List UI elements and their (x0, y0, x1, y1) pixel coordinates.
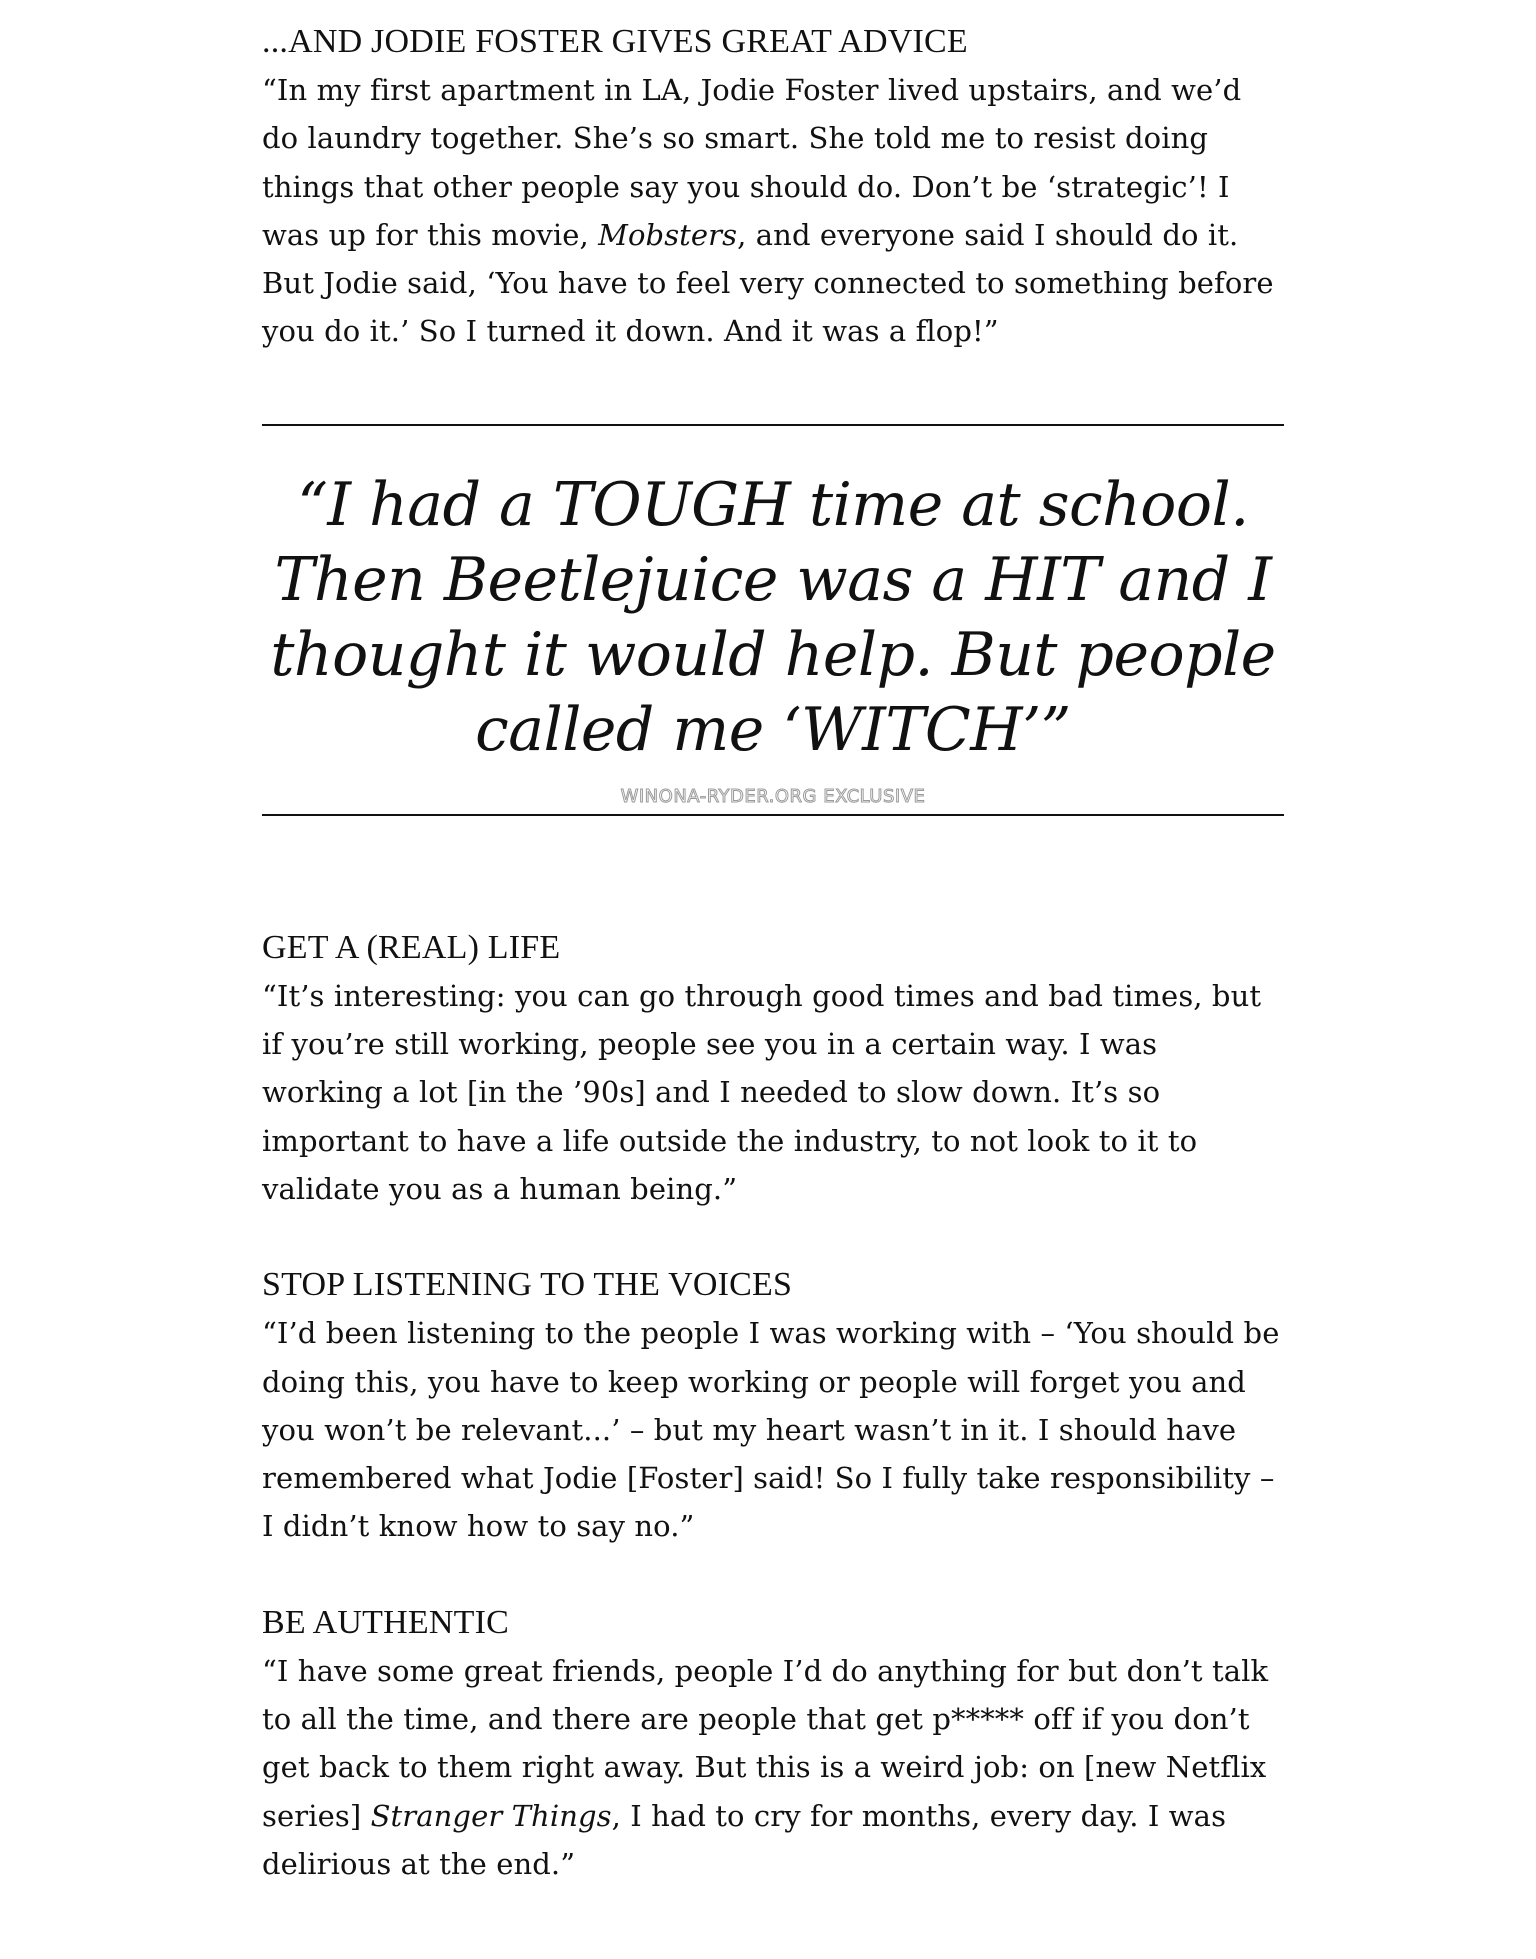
section-heading-be-authentic: BE AUTHENTIC (262, 1603, 509, 1641)
section-body-be-authentic (262, 1647, 1284, 1888)
article (262, 18, 1284, 1888)
series-title-stranger-things: Stranger Things (370, 1798, 612, 1833)
body-text-segment: , I had to cry for months, every day. I was delirious at the end.” (262, 1798, 1227, 1881)
section-heading-jodie-foster: ...AND JODIE FOSTER GIVES GREAT ADVICE (262, 23, 968, 60)
section-heading-real-life: GET A (REAL) LIFE (262, 928, 561, 966)
section-body-stop-listening: “I’d been listening to the people I was working with – ‘You should be doing this, you have to keep working or people will forget you and you won’t be relevant...’ – but my heart wasn’t in it. I should have remembered what Jodie [Foster] said! So I fully take responsibility – I didn’t know how to say no.” (262, 1316, 1280, 1544)
body-text-segment: “I have some great friends, people I’d do anything for but don’t talk to all the time, and there are people that get p***** off if you don’t get back to them right away. But this is a weird job: on [new Netflix series] (262, 1653, 1269, 1833)
spacer (262, 816, 1284, 924)
body-text-segment: , and everyone said I should do it. But Jodie said, ‘You have to feel very connected to something before you do it.’ So I turned it down. And it was a flop!” (262, 217, 1274, 349)
section-heading-stop-listening: STOP LISTENING TO THE VOICES (262, 1266, 793, 1304)
section-body-real-life: “It’s interesting: you can go through good times and bad times, but if you’re still working, people see you in a certain way. I was working a lot [in the ’90s] and I needed to slow down. It’s so important to have a life outside the industry, to not look to it to validate you as a human being.” (262, 978, 1262, 1206)
spacer (262, 1551, 1284, 1599)
spacer (262, 1213, 1284, 1261)
film-title-mobsters: Mobsters (598, 217, 738, 252)
section-body-jodie-foster (262, 66, 1284, 356)
pull-quote-text: “I had a TOUGH time at school. Then Beetlejuice was a HIT and I thought it would help. But people called me ‘WITCH’” (270, 469, 1276, 765)
pull-quote-credit: WINONA-RYDER.ORG EXCLUSIVE (620, 785, 926, 807)
pull-quote (262, 424, 1284, 816)
body-text-segment: “In my first apartment in LA, Jodie Foster lived upstairs, and we’d do laundry together. She’s so smart. She told me to resist doing things that other people say you should do. Don’t be ‘strategic’! I was up for this movie, (262, 73, 1242, 252)
